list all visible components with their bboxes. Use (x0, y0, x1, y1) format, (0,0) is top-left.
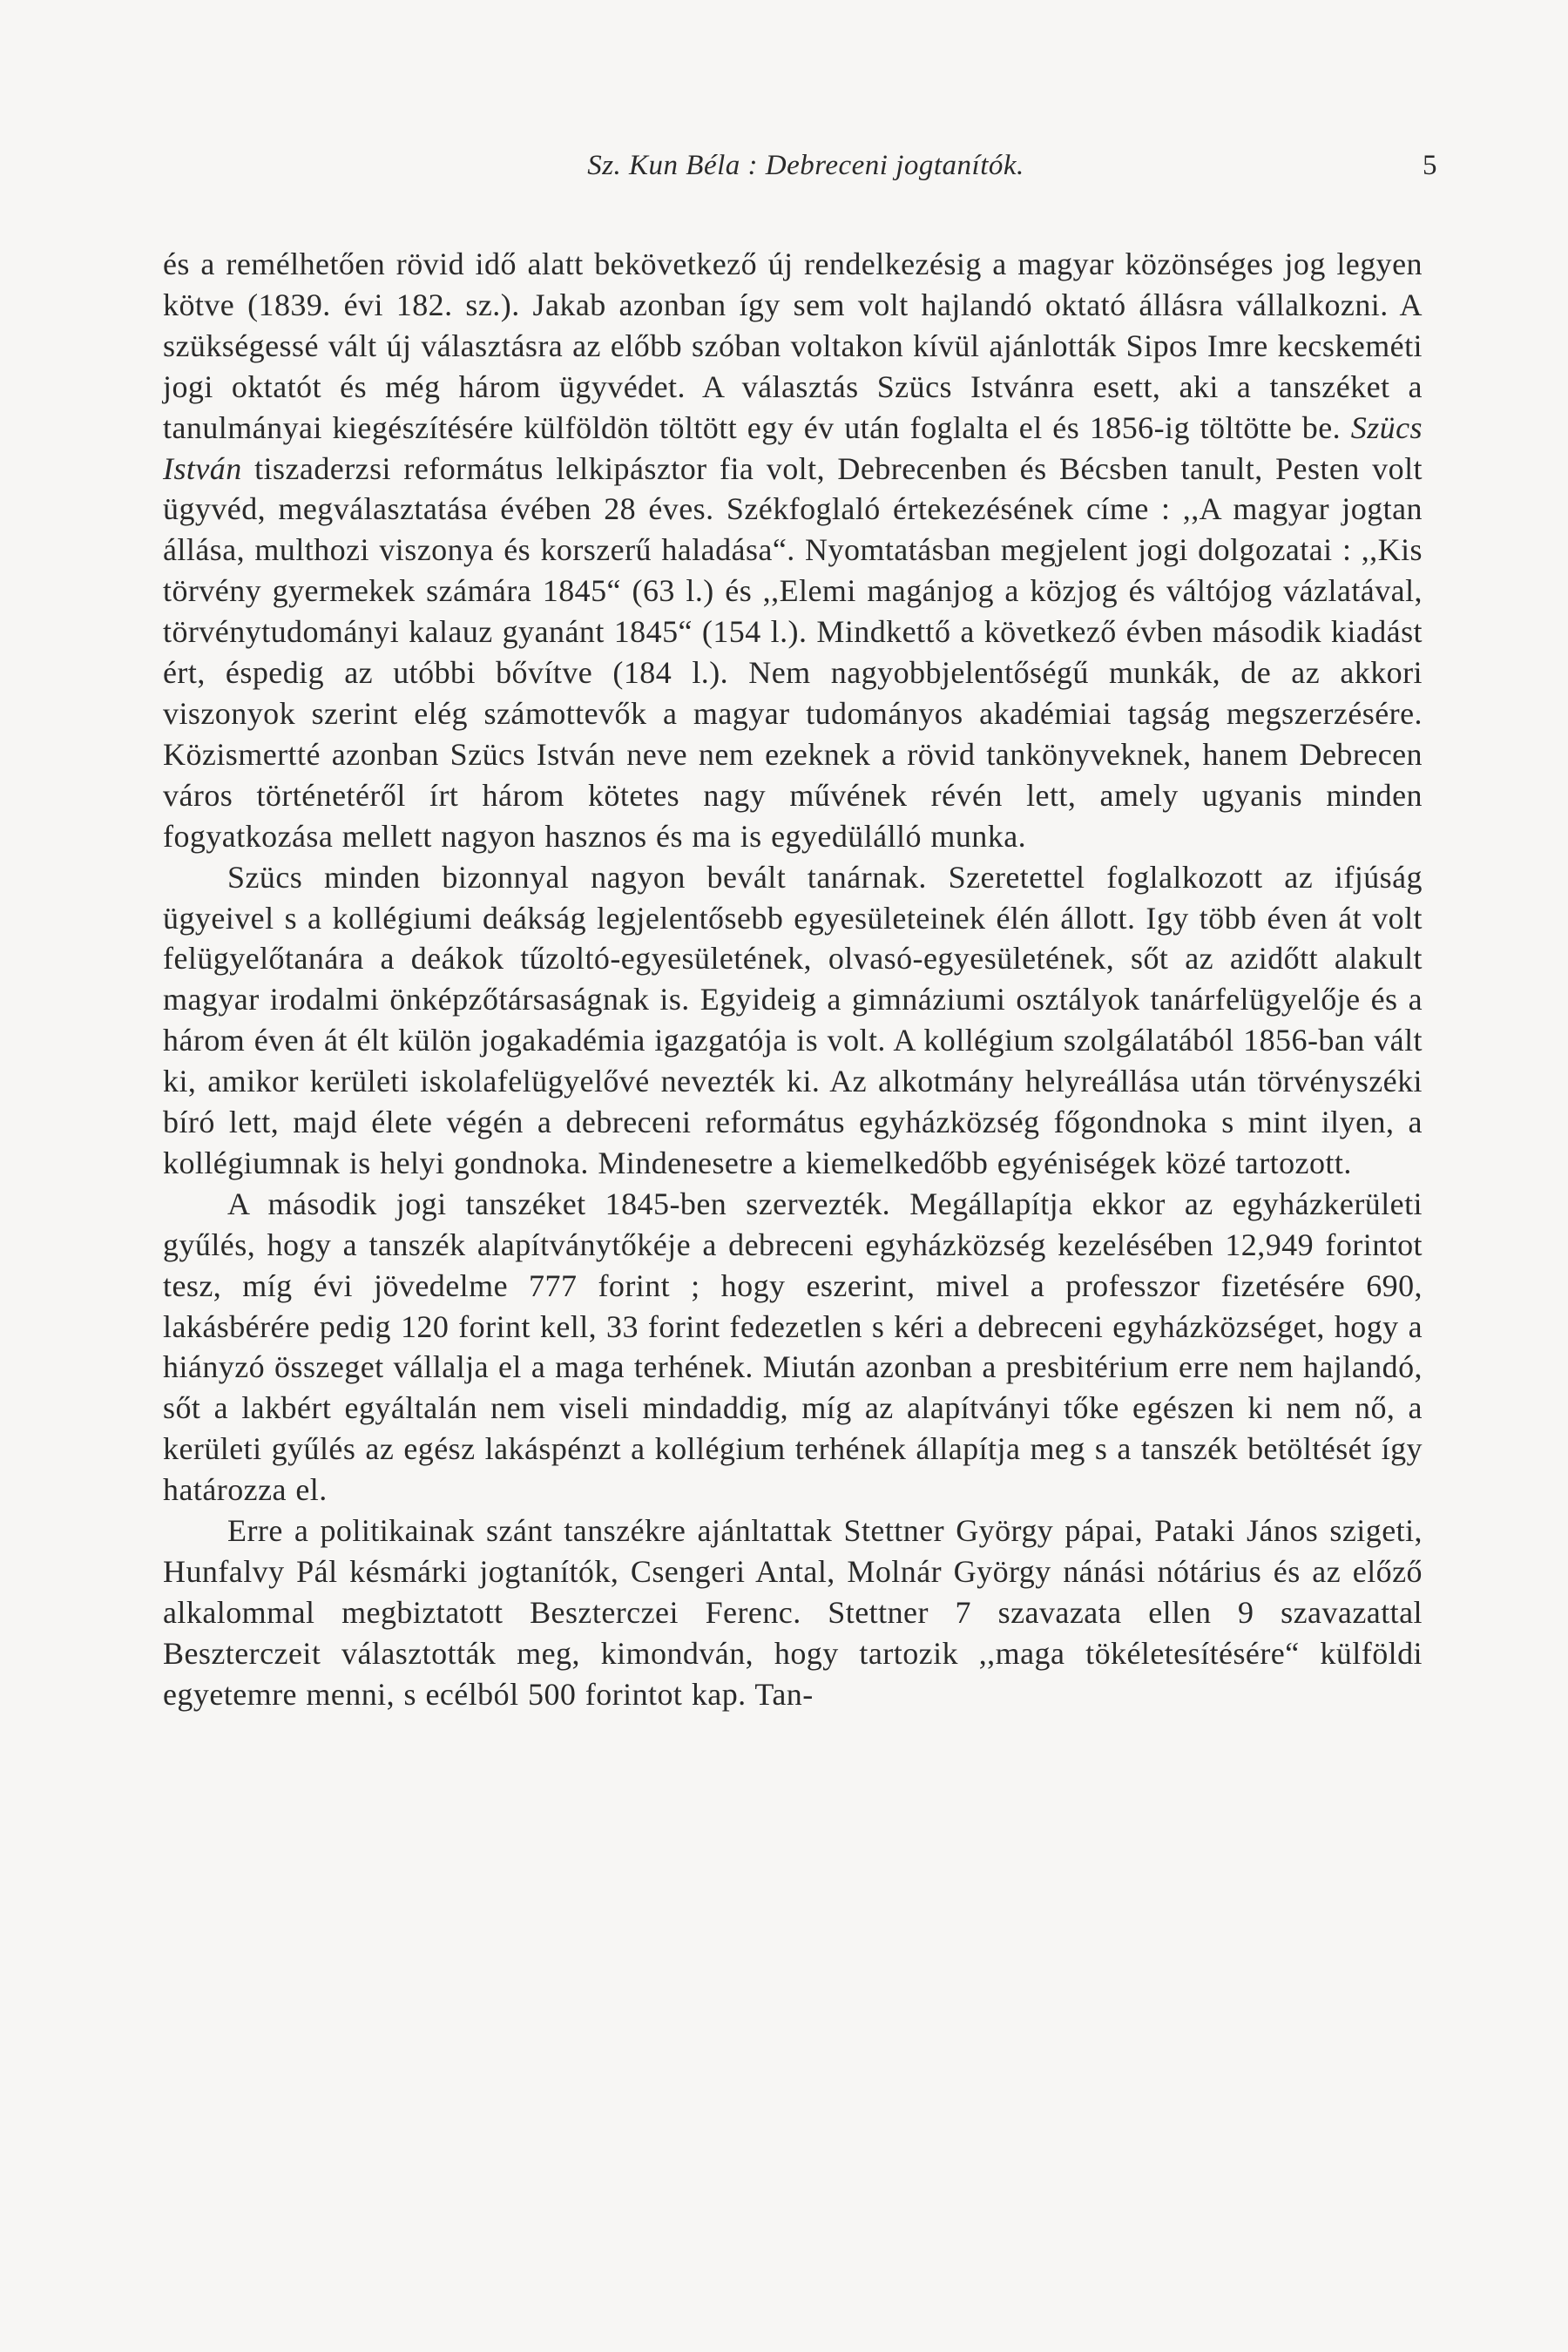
body-text (163, 244, 1423, 1715)
text-run: tiszaderzsi református lelkipásztor fia volt, Debrecenben és Bécsben tanult, Pesten volt ügyvéd, megválasztatása évében 28 éves. Székfoglaló értekezésének címe : ,,A magyar jogtan állása, multhozi viszonya és korszerű haladása“. Nyomtatásban megjelent jogi dolgozatai : ,,Kis törvény gyermekek számára 1845“ (63 l.) és ,,Elemi magánjog a közjog és váltójog vázlatával, törvénytudományi kalauz gyanánt 1845“ (154 l.). Mindkettő a következő évben második kiadást ért, éspedig az utóbbi bővítve (184 l.). Nem nagyobbjelentőségű munkák, de az akkori viszonyok szerint elég számottevők a magyar tudományos akadémiai tagság megszerzésére. Közismertté azonban Szücs István neve nem ezeknek a rövid tankönyveknek, hanem Debrecen város történetéről írt három kötetes nagy művének révén lett, amely ugyanis minden fogyatkozása mellett nagyon hasznos és ma is egyedülálló munka. (163, 450, 1423, 854)
text-run: A második jogi tanszéket 1845-ben szervezték. Megállapítja ekkor az egyházkerületi gyűlés, hogy a tanszék alapítványtőkéje a debreceni egyházközség kezelésében 12,949 forintot tesz, míg évi jövedelme 777 forint ; hogy eszerint, mivel a professzor fizetésére 690, lakásbérére pedig 120 forint kell, 33 forint fedezetlen s kéri a debreceni egyházközséget, hogy a hiányzó összeget vállalja el a maga terhének. Miután azonban a presbitérium erre nem hajlandó, sőt a lakbért egyáltalán nem viseli mindaddig, míg az alapítványi tőke egészen ki nem nő, a kerületi gyűlés az egész lakáspénzt a kollégium terhének állapítja meg s a tanszék betöltését így határozza el. (163, 1186, 1423, 1508)
running-head (174, 150, 1437, 193)
italic-name: Szücs István (163, 409, 1423, 486)
paragraph (163, 244, 1423, 857)
paragraph (163, 1511, 1423, 1715)
text-run: és a remélhetően rövid idő alatt bekövetkező új rendelkezésig a magyar közönséges jog legyen kötve (1839. évi 182. sz.). Jakab azonban így sem volt hajlandó oktató állásra vállalkozni. A szükségessé vált új választásra az előbb szóban voltakon kívül ajánlották Sipos Imre kecskeméti jogi oktatót és még három ügyvédet. A választás Szücs Istvánra esett, aki a tanszéket a tanulmányai kiegészítésére külföldön töltött egy év után foglalta el és 1856-ig töltötte be. (163, 247, 1423, 445)
text-run: Erre a politikainak szánt tanszékre ajánltattak Stettner György pápai, Pataki János szigeti, Hunfalvy Pál késmárki jogtanítók, Csengeri Antal, Molnár György nánási nótárius és az előző alkalommal megbiztatott Beszterczei Ferenc. Stettner 7 szavazata ellen 9 szavazattal Beszterczeit választották meg, kimondván, hogy tartozik ,,maga tökéletesítésére“ külföldi egyetemre menni, s ecélból 500 forintot kap. Tan- (163, 1513, 1423, 1712)
paragraph (163, 1184, 1423, 1511)
page-number: 5 (1423, 150, 1437, 181)
text-run: Szücs minden bizonnyal nagyon bevált tanárnak. Szeretettel foglalkozott az ifjúság ügyeivel s a kollégiumi deákság legjelentősebb egyesületeinek élén állott. Igy több éven át volt felügyelőtanára a deákok tűzoltó-egyesületének, olvasó-egyesületének, sőt az azidőtt alakult magyar irodalmi önképzőtársaságnak is. Egyideig a gimnáziumi osztályok tanárfelügyelője és a három éven át élt külön jogakadémia igazgatója is volt. A kollégium szolgálatából 1856-ban vált ki, amikor kerületi iskolafelügyelővé nevezték ki. Az alkotmány helyreállása után törvényszéki bíró lett, majd élete végén a debreceni református egyházközség főgondnoka s mint ilyen, a kollégiumnak is helyi gondnoka. Mindenesetre a kiemelkedőbb egyéniségek közé tartozott. (163, 859, 1423, 1180)
running-title: Sz. Kun Béla : Debreceni jogtanítók. (587, 150, 1024, 181)
paragraph (163, 857, 1423, 1184)
